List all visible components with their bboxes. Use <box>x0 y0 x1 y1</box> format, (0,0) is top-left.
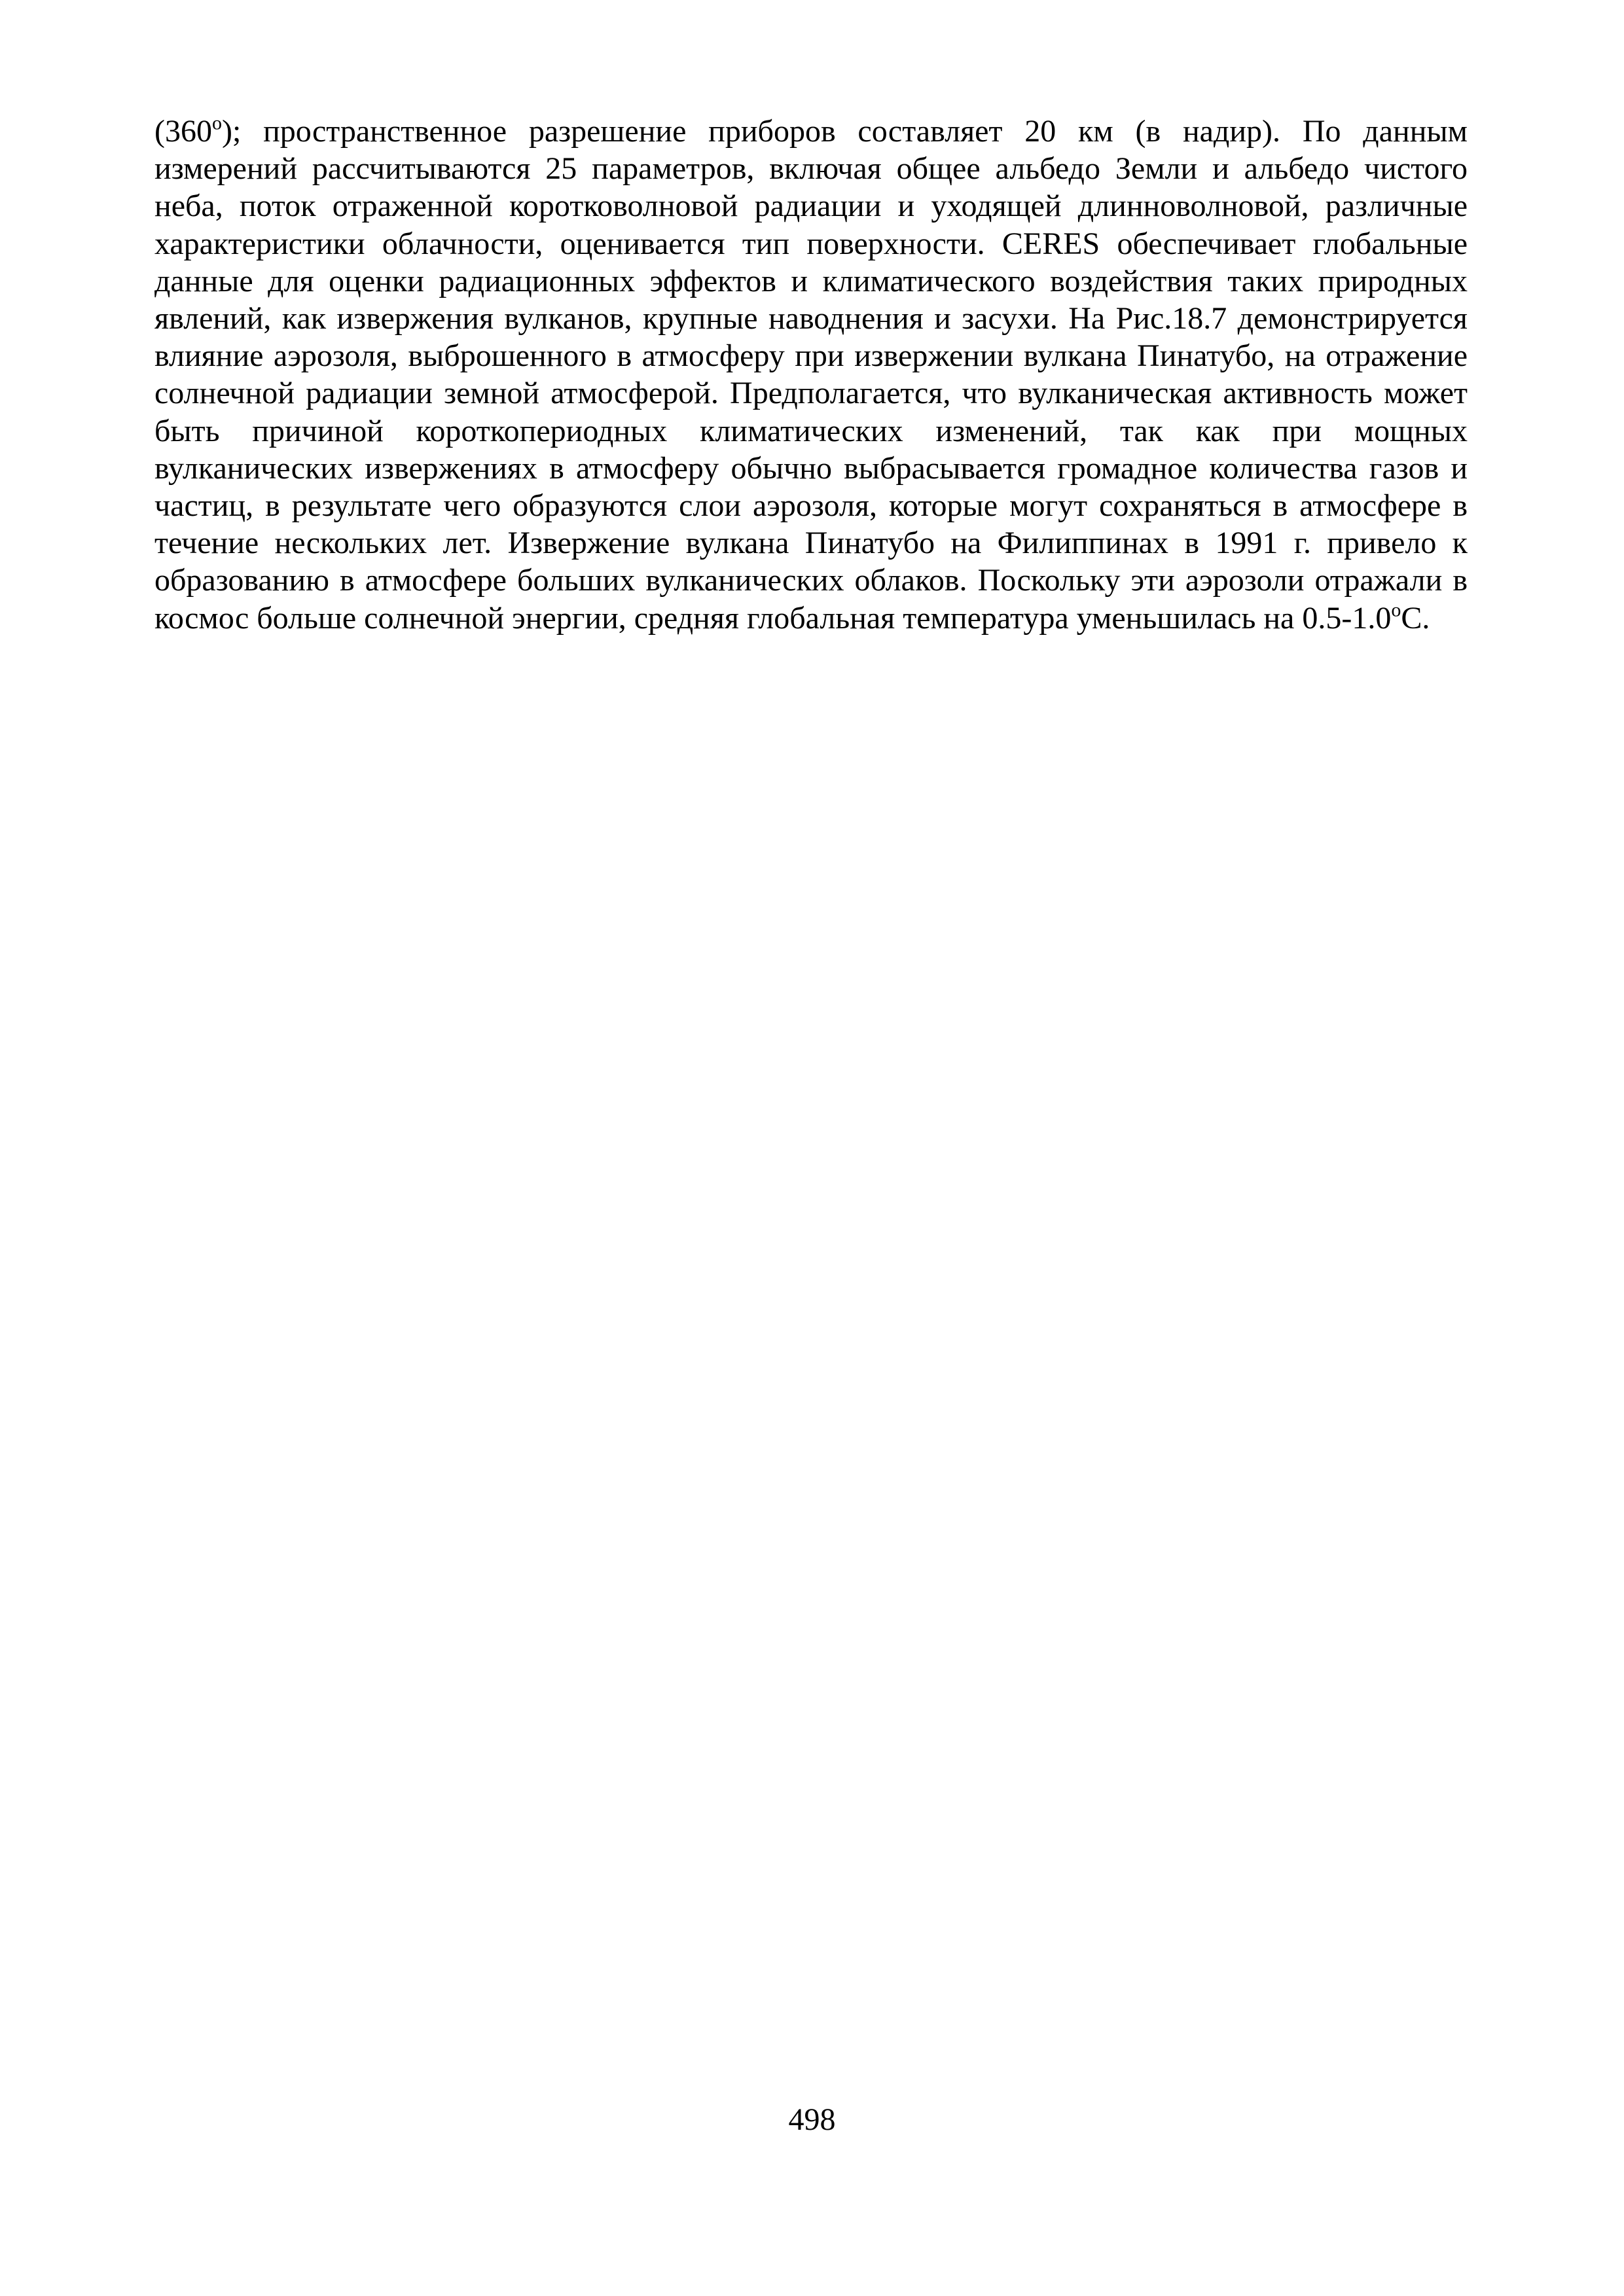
paragraph-text-main: ); пространственное разрешение приборов составляет 20 км (в надир). По данным измерений рассчитываются 25 параметров, включая общее альбедо Земли и альбедо чистого неба, поток отраженной коротковолновой радиации и уходящей длинноволновой, различные характеристики облачности, оценивается тип поверхности. CERES обеспечивает глобальные данные для оценки радиационных эффектов и климатического воздействия таких природных явлений, как извержения вулканов, крупные наводнения и засухи. На Рис.18.7 демонстрируется влияние аэрозоля, выброшенного в атмосферу при извержении вулкана Пинатубо, на отражение солнечной радиации земной атмосферой. Предполагается, что вулканическая активность может быть причиной короткопериодных климатических изменений, так как при мощных вулканических извержениях в атмосферу обычно выбрасывается громадное количества газов и частиц, в результате чего образуются слои аэрозоля, которые могут сохраняться в атмосфере в течение нескольких лет. Извержение вулкана Пинатубо на Филиппинах в 1991 г. привело к образованию в атмосфере больших вулканических облаков. Поскольку эти аэрозоли отражали в космос больше солнечной энергии, средняя глобальная температура уменьшилась на 0.5-1.0 <box>154 114 1468 636</box>
degree-superscript: o <box>211 112 222 134</box>
page-number: 498 <box>788 2102 836 2137</box>
body-paragraph <box>154 113 1468 637</box>
paragraph-text-end: C. <box>1401 600 1430 636</box>
degree-superscript-celsius: o <box>1391 599 1401 621</box>
page-body <box>154 113 1468 637</box>
paragraph-text-start: (360 <box>154 114 212 149</box>
